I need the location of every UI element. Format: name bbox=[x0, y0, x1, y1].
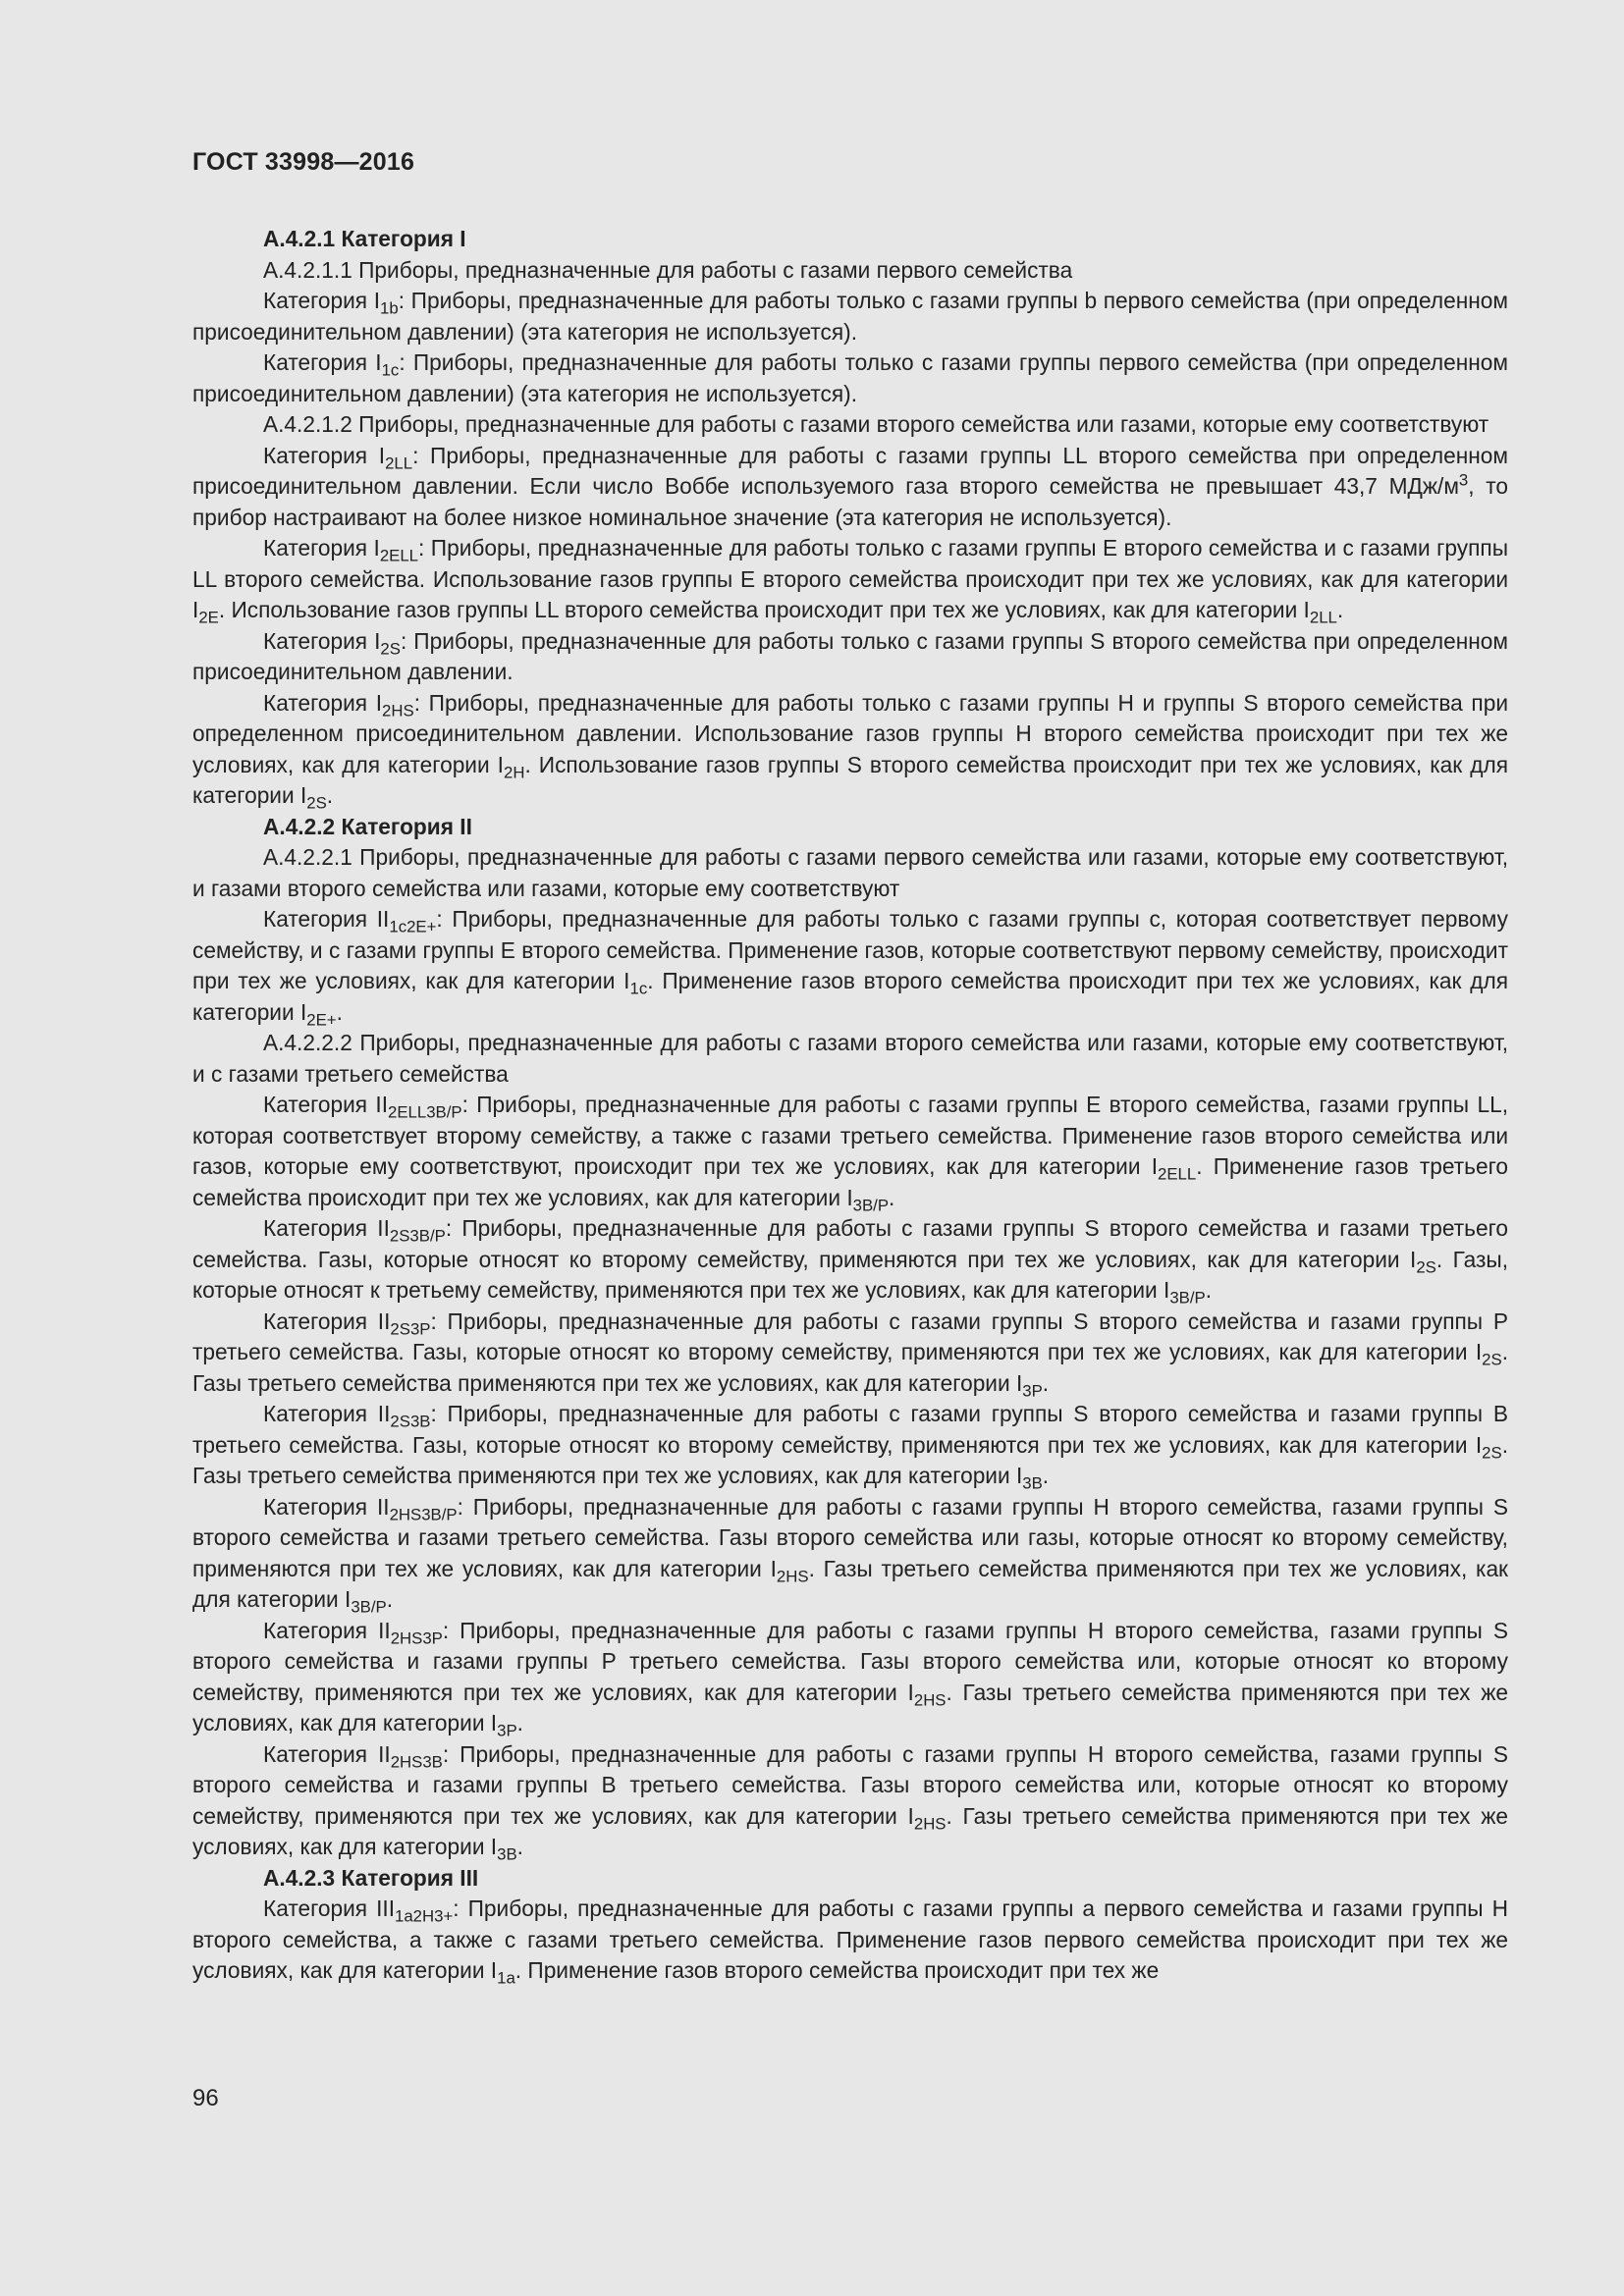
subscript: 2HS bbox=[776, 1566, 809, 1585]
paragraph bbox=[192, 533, 1508, 626]
document-body bbox=[192, 224, 1508, 1987]
subscript: 2ELL3B/P bbox=[388, 1102, 462, 1122]
text-run: А.4.2.1.2 Приборы, предназначенные для работы с газами второго семейства или газами, которые ему соответствуют bbox=[263, 411, 1489, 437]
text-run: Категория I bbox=[263, 442, 386, 468]
text-run: А.4.2.1 Категория I bbox=[263, 226, 466, 251]
subscript: 2S3P bbox=[390, 1318, 431, 1338]
subscript: 2LL bbox=[1309, 608, 1337, 627]
subscript: 3P bbox=[1022, 1380, 1043, 1400]
subscript: 2HS3B bbox=[390, 1751, 443, 1771]
subscript: 1c2E+ bbox=[389, 917, 437, 936]
text-run: . Газы третьего семейства применяются при тех же условиях, как для категории I bbox=[192, 1431, 1508, 1488]
text-run: Категория II bbox=[263, 1617, 391, 1643]
subscript: 3P bbox=[497, 1721, 517, 1740]
text-run: : Приборы, предназначенные для работы с газами группы E второго семейства, газами группы LL, которая соответствует второму семейству, а также с газами третьего семейства. Применение газов второго семейства или газов, которые ему соответствуют, происходит при тех же условиях, как для категории I bbox=[192, 1092, 1508, 1179]
subscript: 2E+ bbox=[306, 1009, 337, 1029]
subscript: 1b bbox=[380, 298, 399, 318]
text-run: Категория II bbox=[263, 1308, 391, 1334]
text-run: А.4.2.3 Категория III bbox=[263, 1864, 479, 1891]
text-run: . bbox=[1336, 597, 1344, 622]
subscript: 3B bbox=[497, 1844, 517, 1864]
text-run: . Газы третьего семейства применяются при тех же условиях, как для категории I bbox=[192, 1555, 1508, 1612]
text-run: : Приборы, предназначенные для работы только с газами группы b первого семейства (при определенном присоединительном давлении) (эта категория не используется). bbox=[192, 288, 1508, 345]
text-run: . bbox=[516, 1710, 523, 1735]
text-run: : Приборы, предназначенные для работы с газами группы S второго семейства и газами третьего семейства. Газы, которые относят ко второму семейству, применяются при тех же условиях, как для категории I bbox=[192, 1215, 1508, 1272]
subscript: 3B/P bbox=[1169, 1288, 1206, 1308]
paragraph bbox=[192, 1090, 1508, 1213]
paragraph bbox=[192, 1399, 1508, 1492]
text-run: Категория II bbox=[263, 1215, 390, 1241]
text-run: : Приборы, предназначенные для работы с газами группы a первого семейства и газами группы H второго семейства, а также с газами третьего семейства. Применение газов первого семейства происходит при тех же условиях, как для категории I bbox=[192, 1896, 1508, 1983]
subscript: 2HS3B/P bbox=[389, 1504, 458, 1523]
paragraph bbox=[192, 842, 1508, 904]
subscript: 1a bbox=[497, 1968, 515, 1988]
text-run: : Приборы, предназначенные для работы только с газами группы E второго семейства и с газами группы LL второго семейства. Использование газов группы E второго семейства происходит при тех же условиях, как для категории I bbox=[192, 535, 1508, 622]
text-run: . Использование газов группы S второго семейства происходит при тех же условиях, как для категории I bbox=[192, 751, 1508, 808]
text-run: . Газы, которые относят к третьему семейству, применяются при тех же условиях, как для категории I bbox=[192, 1246, 1509, 1303]
text-run: : Приборы, предназначенные для работы с газами группы H второго семейства, газами группы S второго семейства и газами группы B третьего семейства. Газы второго семейства или, которые относят ко второму семейству, применяются при тех же условиях, как для категории I bbox=[192, 1740, 1508, 1829]
subscript: 2E bbox=[198, 608, 219, 627]
subscript: 2S3B bbox=[390, 1412, 431, 1431]
subscript: 2HS bbox=[913, 1689, 947, 1709]
document-header: ГОСТ 33998—2016 bbox=[192, 148, 415, 176]
text-run: . bbox=[1205, 1277, 1213, 1303]
paragraph bbox=[192, 255, 1508, 287]
text-run: : Приборы, предназначенные для работы с газами группы H второго семейства, газами группы S второго семейства и газами третьего семейства. Газы второго семейства или газы, которые относят ко второму семейству, применяются при тех же условиях, как для категории I bbox=[192, 1493, 1508, 1581]
subscript: 3B/P bbox=[852, 1195, 890, 1214]
subscript: 2H bbox=[503, 762, 525, 781]
subscript: 1a2H3+ bbox=[395, 1906, 454, 1926]
text-run: Категория II bbox=[263, 1493, 390, 1520]
subscript: 3B bbox=[1022, 1473, 1043, 1493]
text-run: . Газы третьего семейства применяются при тех же условиях, как для категории I bbox=[192, 1339, 1508, 1396]
text-run: . Газы третьего семейства применяются при тех же условиях, как для категории I bbox=[192, 1679, 1508, 1735]
subscript: 2ELL bbox=[1158, 1164, 1197, 1184]
text-run: Категория III bbox=[263, 1896, 396, 1921]
paragraph bbox=[192, 1894, 1508, 1987]
text-run: Категория II bbox=[263, 1401, 391, 1426]
paragraph bbox=[192, 286, 1508, 347]
paragraph bbox=[192, 1739, 1508, 1863]
paragraph bbox=[192, 1616, 1508, 1739]
paragraph bbox=[192, 688, 1508, 812]
text-run: : Приборы, предназначенные для работы только с газами группы H и группы S второго семейства при определенном присоединительном давлении. Использование газов группы H второго семейства происходит при тех же условиях, как для категории I bbox=[192, 689, 1509, 777]
subscript: 2HS3P bbox=[390, 1628, 443, 1647]
subscript: 2S3B/P bbox=[389, 1226, 446, 1246]
subscript: 2S bbox=[1482, 1350, 1502, 1369]
subscript: 1c bbox=[381, 360, 400, 380]
subscript: 2HS bbox=[382, 700, 414, 720]
paragraph bbox=[192, 1492, 1508, 1616]
text-run: А.4.2.2.1 Приборы, предназначенные для работы с газами первого семейства или газами, которые ему соответствуют, и газами второго семейства или газами, которые ему соответствуют bbox=[192, 844, 1508, 901]
text-run: . Применение газов второго семейства происходит при тех же bbox=[514, 1957, 1160, 1983]
paragraph bbox=[192, 626, 1508, 688]
text-run: Категория II bbox=[263, 1092, 389, 1117]
text-run: . bbox=[386, 1586, 394, 1612]
section-heading bbox=[192, 224, 1508, 255]
text-run: Категория I bbox=[263, 288, 381, 313]
text-run: . bbox=[889, 1184, 895, 1210]
paragraph bbox=[192, 904, 1508, 1028]
paragraph bbox=[192, 409, 1508, 441]
text-run: . bbox=[1042, 1463, 1050, 1488]
subscript: 2S bbox=[306, 793, 327, 813]
text-run: . Применение газов второго семейства происходит при тех же условиях, как для категории I bbox=[192, 968, 1509, 1025]
text-run: . Использование газов группы LL второго семейства происходит при тех же условиях, как для категории I bbox=[218, 597, 1310, 622]
subscript: 1c bbox=[629, 979, 648, 998]
page-number: 96 bbox=[192, 2085, 219, 2111]
text-run: Категория I bbox=[263, 689, 383, 716]
text-run: . Газы третьего семейства применяются при тех же условиях, как для категории I bbox=[192, 1802, 1508, 1859]
paragraph bbox=[192, 347, 1508, 409]
text-run: А.4.2.2 Категория II bbox=[263, 813, 472, 839]
text-run: . bbox=[1042, 1369, 1050, 1396]
paragraph bbox=[192, 1028, 1508, 1090]
text-run: Категория I bbox=[263, 349, 382, 375]
paragraph bbox=[192, 441, 1508, 534]
subscript: 2S bbox=[380, 638, 401, 658]
text-run: Категория I bbox=[263, 627, 381, 654]
section-heading bbox=[192, 812, 1508, 843]
subscript: 2ELL bbox=[379, 546, 419, 565]
text-run: : Приборы, предназначенные для работы только с газами группы первого семейства (при определенном присоединительном давлении) (эта категория не используется). bbox=[192, 349, 1509, 406]
text-run: . bbox=[336, 998, 343, 1025]
subscript: 2S bbox=[1416, 1256, 1436, 1276]
text-run: : Приборы, предназначенные для работы с газами группы S второго семейства и газами группы B третьего семейства. Газы, которые относят ко второму семейству, применяются при тех же условиях, как для категории I bbox=[192, 1401, 1508, 1458]
text-run: : Приборы, предназначенные для работы с газами группы S второго семейства и газами группы P третьего семейства. Газы, которые относят ко второму семейству, применяются при тех же условиях, как для категории I bbox=[192, 1308, 1508, 1364]
superscript: 3 bbox=[1458, 470, 1469, 490]
paragraph bbox=[192, 1213, 1508, 1307]
subscript: 3B/P bbox=[351, 1597, 387, 1617]
text-run: А.4.2.1.1 Приборы, предназначенные для работы с газами первого семейства bbox=[263, 256, 1073, 283]
text-run: : Приборы, предназначенные для работы только с газами группы S второго семейства при определенном присоединительном давлении. bbox=[192, 627, 1508, 684]
text-run: А.4.2.2.2 Приборы, предназначенные для работы с газами второго семейства или газами, которые ему соответствуют, и с газами третьего семейства bbox=[192, 1030, 1508, 1087]
text-run: Категория II bbox=[263, 906, 390, 932]
subscript: 2S bbox=[1482, 1442, 1502, 1462]
text-run: Категория I bbox=[263, 535, 380, 561]
text-run: : Приборы, предназначенные для работы с газами группы H второго семейства, газами группы S второго семейства и газами группы P третьего семейства. Газы второго семейства или, которые относят ко второму семейству, применяются при тех же условиях, как для категории I bbox=[192, 1617, 1508, 1705]
paragraph bbox=[192, 1307, 1508, 1400]
text-run: . Применение газов третьего семейства происходит при тех же условиях, как для категории I bbox=[192, 1153, 1508, 1210]
text-run: , то прибор настраивают на более низкое номинальное значение (эта категория не используется). bbox=[192, 473, 1508, 530]
text-run: Категория II bbox=[263, 1740, 391, 1767]
text-run: . bbox=[516, 1834, 523, 1859]
subscript: 2LL bbox=[385, 453, 413, 472]
text-run: : Приборы, предназначенные для работы только с газами группы c, которая соответствует первому семейству, и с газами группы E второго семейства. Применение газов, которые соответствуют первому семейству, происходит при тех же условиях, как для категории I bbox=[192, 906, 1508, 993]
text-run: : Приборы, предназначенные для работы с газами группы LL второго семейства при определенном присоединительном давлении. Если число Воббе используемого газа второго семейства не превышает 43,7 МДж/м bbox=[192, 442, 1508, 499]
text-run: . bbox=[326, 782, 334, 808]
subscript: 2HS bbox=[913, 1813, 947, 1833]
section-heading bbox=[192, 1863, 1508, 1895]
